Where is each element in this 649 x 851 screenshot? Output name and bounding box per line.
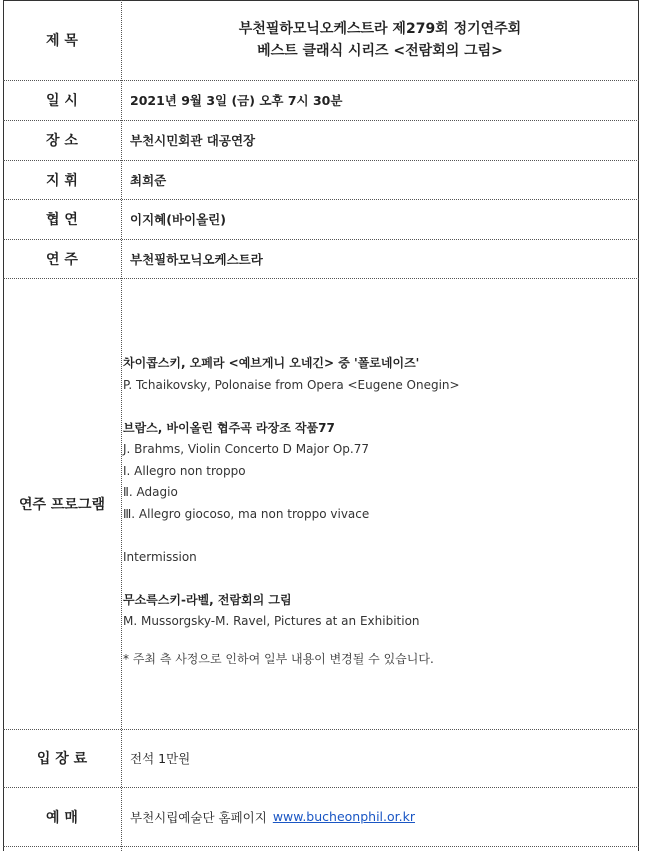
intermission: Intermission [123, 549, 197, 564]
movement-2: Ⅱ. Adagio [123, 485, 178, 499]
program-item-2-en: J. Brahms, Violin Concerto D Major Op.77 [123, 442, 370, 456]
performer-value: 부천필하모닉오케스트라 [130, 251, 263, 267]
row-divider [3, 846, 639, 847]
venue-label: 장 소 [46, 133, 78, 149]
venue-value: 부천시민회관 대공연장 [130, 133, 256, 148]
program-note: * 주최 측 사정으로 인하여 일부 내용이 변경될 수 있습니다. [123, 651, 434, 666]
program-label: 연주 프로그램 [18, 496, 106, 513]
program-item-3-kr: 무소륵스키-라벨, 전람회의 그림 [123, 592, 292, 607]
date-label: 일 시 [46, 93, 78, 109]
program-item-1-en: P. Tchaikovsky, Polonaise from Opera <Eugene Onegin> [123, 377, 460, 392]
admission-label: 입 장 료 [36, 751, 88, 767]
date-value: 2021년 9월 3일 (금) 오후 7시 30분 [130, 93, 343, 108]
soloist-label: 협 연 [46, 212, 78, 228]
performer-label: 연 주 [46, 251, 78, 268]
booking-link[interactable]: www.bucheonphil.or.kr [272, 809, 415, 824]
conductor-value: 최희준 [130, 172, 167, 188]
program-item-2-kr: 브람스, 바이올린 협주곡 라장조 작품77 [123, 420, 335, 435]
booking-label: 예 매 [46, 809, 78, 826]
booking-cell [130, 787, 415, 846]
title-label: 제 목 [46, 33, 78, 49]
column-divider [121, 0, 122, 851]
program-item-1-kr: 차이콥스키, 오페라 <예브게니 오네긴> 중 '폴로네이즈' [123, 356, 420, 370]
movement-1: Ⅰ. Allegro non troppo [123, 463, 246, 478]
movement-3: Ⅲ. Allegro giocoso, ma non troppo vivace [123, 506, 370, 521]
title-line-1: 부천필하모닉오케스트라 제279회 정기연주회 [238, 21, 522, 37]
soloist-value: 이지혜(바이올린) [130, 212, 226, 227]
booking-value: 부천시립예술단 홈페이지 [130, 809, 267, 825]
program-list [123, 353, 633, 670]
concert-title [122, 0, 638, 80]
conductor-label: 지 휘 [46, 172, 78, 189]
program-item-3-en: M. Mussorgsky-M. Ravel, Pictures at an Exhibition [123, 614, 420, 628]
title-line-2: 베스트 클래식 시리즈 <전람회의 그림> [257, 43, 503, 59]
admission-value: 전석 1만원 [130, 751, 191, 766]
